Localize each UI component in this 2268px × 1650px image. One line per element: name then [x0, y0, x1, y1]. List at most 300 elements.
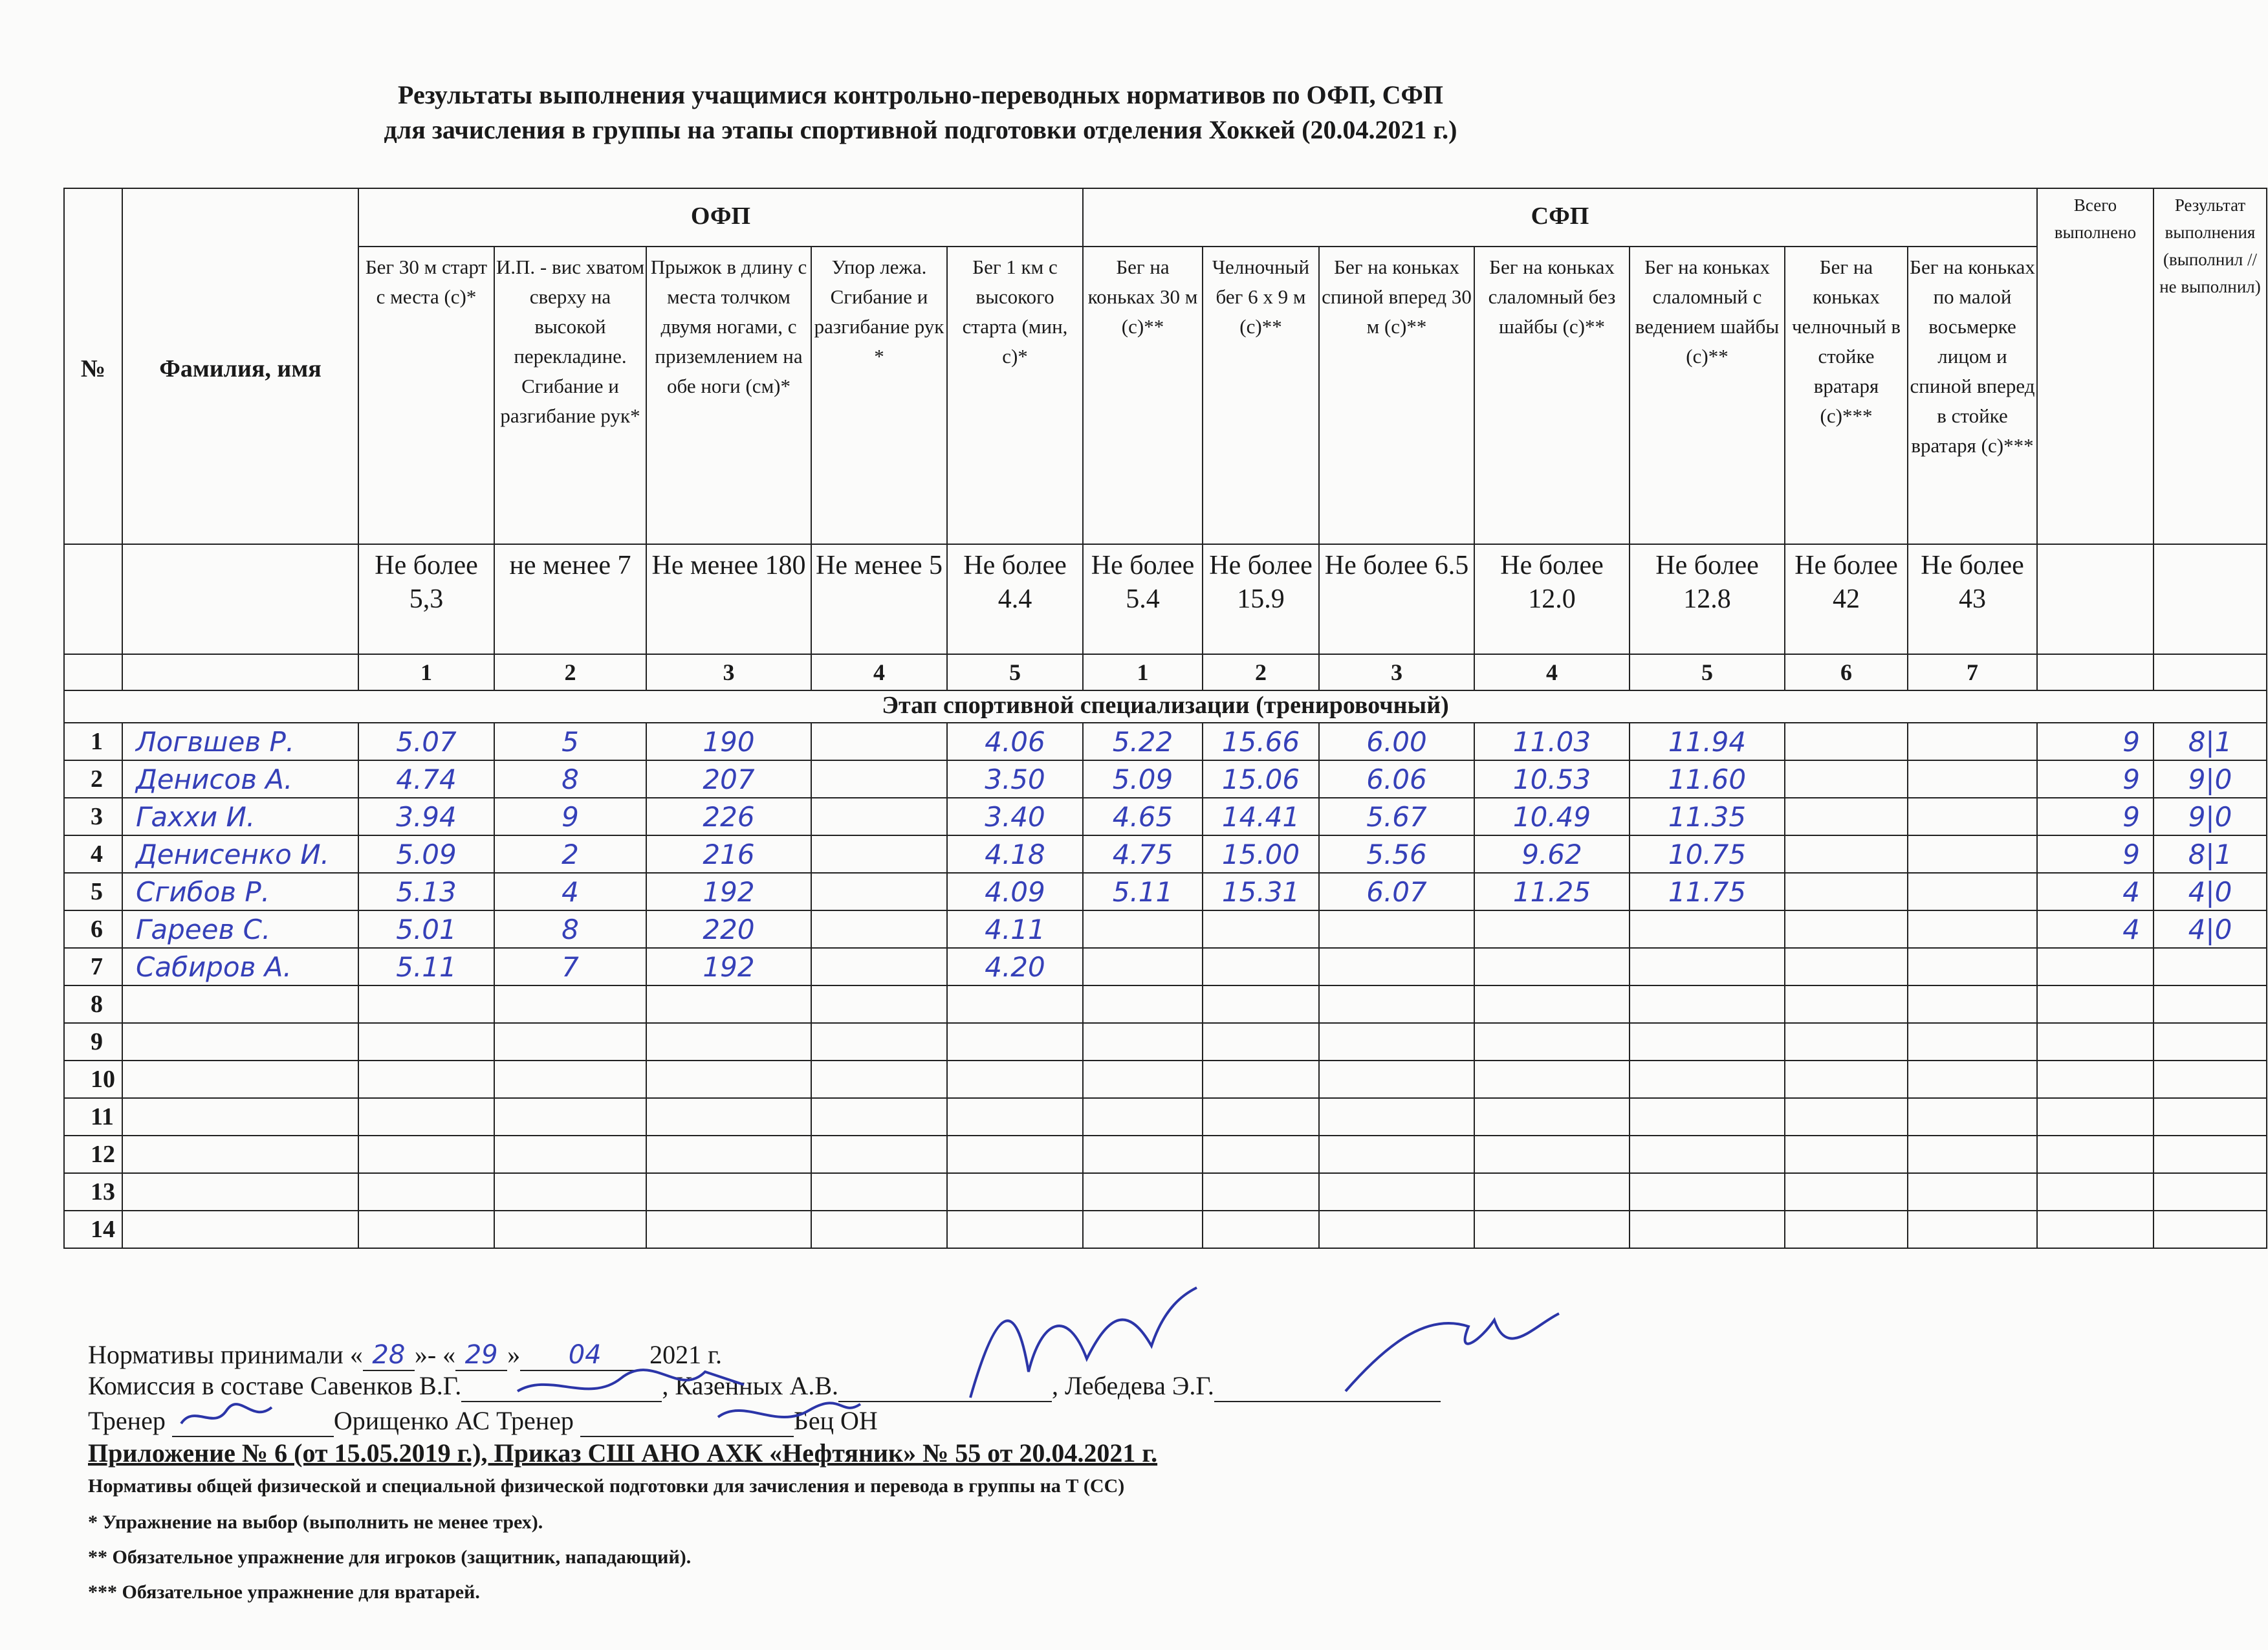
- result-value: [2154, 1023, 2267, 1061]
- sfp-result-1: [1083, 1211, 1203, 1248]
- sfp-result-3: [1319, 1023, 1474, 1061]
- student-name: Сгибов Р.: [122, 873, 358, 910]
- ofp-result-4: [811, 985, 947, 1023]
- ofp-result-4: [811, 1098, 947, 1136]
- idx-blank: [2037, 654, 2154, 690]
- ofp-result-1: [358, 1098, 494, 1136]
- ofp-result-2: [494, 1061, 646, 1098]
- sfp-result-4: 11.25: [1474, 873, 1630, 910]
- ofp-test-5: Бег 1 км с высокого старта (мин, с)*: [947, 247, 1083, 544]
- table-row: [64, 1211, 2267, 1248]
- ofp-result-1: 5.11: [358, 948, 494, 985]
- ofp-result-2: [494, 1023, 646, 1061]
- sfp-result-3: [1319, 985, 1474, 1023]
- ofp-result-5: 4.09: [947, 873, 1083, 910]
- ofp-result-1: [358, 1061, 494, 1098]
- sfp-result-3: [1319, 1098, 1474, 1136]
- ofp-norm-3: Не менее 180: [646, 544, 811, 654]
- sfp-result-6: [1785, 1211, 1908, 1248]
- student-name: [122, 1136, 358, 1173]
- total-done: 4: [2037, 873, 2154, 910]
- sfp-result-1: 4.75: [1083, 835, 1203, 873]
- ofp-test-2: И.П. - вис хватом сверху на высокой перекладине. Сгибание и разгибание рук*: [494, 247, 646, 544]
- sfp-result-7: [1908, 835, 2037, 873]
- ofp-result-2: [494, 1173, 646, 1211]
- sfp-result-2: 15.06: [1203, 760, 1319, 798]
- ofp-result-4: [811, 1023, 947, 1061]
- total-done: [2037, 1061, 2154, 1098]
- ofp-result-1: 4.74: [358, 760, 494, 798]
- ofp-index-1: 1: [358, 654, 494, 690]
- sfp-result-4: [1474, 1098, 1630, 1136]
- sfp-index-2: 2: [1203, 654, 1319, 690]
- sfp-result-6: [1785, 723, 1908, 760]
- student-name: Гаххи И.: [122, 798, 358, 835]
- appendix-line: Приложение № 6 (от 15.05.2019 г.), Приказ СШ АНО АХК «Нефтяник» № 55 от 20.04.2021 г.: [88, 1438, 1158, 1468]
- sfp-result-5: [1630, 1136, 1785, 1173]
- ofp-result-1: [358, 1023, 494, 1061]
- sfp-result-2: [1203, 1173, 1319, 1211]
- sfp-result-1: 4.65: [1083, 798, 1203, 835]
- sfp-norm-6: Не более 42: [1785, 544, 1908, 654]
- sfp-result-3: 5.56: [1319, 835, 1474, 873]
- sfp-result-1: 5.22: [1083, 723, 1203, 760]
- ofp-test-4: Упор лежа. Сгибание и разгибание рук *: [811, 247, 947, 544]
- sfp-result-5: 11.75: [1630, 873, 1785, 910]
- student-name: Денисов А.: [122, 760, 358, 798]
- sfp-result-1: [1083, 1098, 1203, 1136]
- ofp-result-3: [646, 985, 811, 1023]
- result-value: [2154, 985, 2267, 1023]
- ofp-result-5: [947, 1098, 1083, 1136]
- sfp-result-1: 5.11: [1083, 873, 1203, 910]
- sfp-result-4: [1474, 1211, 1630, 1248]
- sfp-result-2: 15.00: [1203, 835, 1319, 873]
- total-done: [2037, 985, 2154, 1023]
- sfp-result-3: [1319, 948, 1474, 985]
- row-number: 3: [64, 798, 122, 835]
- sfp-result-5: [1630, 1211, 1785, 1248]
- sfp-result-3: [1319, 1173, 1474, 1211]
- row-number: 13: [64, 1173, 122, 1211]
- sfp-result-5: [1630, 1023, 1785, 1061]
- sfp-result-7: [1908, 1023, 2037, 1061]
- ofp-result-4: [811, 1136, 947, 1173]
- sfp-result-1: [1083, 1136, 1203, 1173]
- row-number: 5: [64, 873, 122, 910]
- table-row: [64, 1061, 2267, 1098]
- sfp-result-7: [1908, 948, 2037, 985]
- ofp-result-3: [646, 1211, 811, 1248]
- sfp-result-6: [1785, 1023, 1908, 1061]
- sfp-result-5: [1630, 910, 1785, 948]
- row-number: 11: [64, 1098, 122, 1136]
- idx-blank: [122, 654, 358, 690]
- sfp-norm-3: Не более 6.5: [1319, 544, 1474, 654]
- ofp-result-3: 192: [646, 948, 811, 985]
- sfp-result-4: 10.49: [1474, 798, 1630, 835]
- sfp-result-2: [1203, 1211, 1319, 1248]
- ofp-index-5: 5: [947, 654, 1083, 690]
- note-2: * Упражнение на выбор (выполнить не менее трех).: [88, 1512, 543, 1533]
- total-done: 9: [2037, 835, 2154, 873]
- ofp-result-3: 226: [646, 798, 811, 835]
- note-3: ** Обязательное упражнение для игроков (защитник, нападающий).: [88, 1546, 692, 1568]
- ofp-index-2: 2: [494, 654, 646, 690]
- sfp-result-5: [1630, 1173, 1785, 1211]
- sfp-test-3: Бег на коньках спиной вперед 30 м (с)**: [1319, 247, 1474, 544]
- row-number: 10: [64, 1061, 122, 1098]
- sfp-result-4: [1474, 910, 1630, 948]
- ofp-test-3: Прыжок в длину с места толчком двумя ногами, с приземлением на обе ноги (см)*: [646, 247, 811, 544]
- sfp-result-6: [1785, 798, 1908, 835]
- sfp-result-3: [1319, 1211, 1474, 1248]
- result-value: [2154, 1173, 2267, 1211]
- col-name-header: Фамилия, имя: [122, 188, 358, 544]
- student-name: Логвшев Р.: [122, 723, 358, 760]
- ofp-result-3: [646, 1061, 811, 1098]
- ofp-result-5: 4.18: [947, 835, 1083, 873]
- result-value: [2154, 1061, 2267, 1098]
- ofp-result-4: [811, 723, 947, 760]
- sfp-result-2: [1203, 1061, 1319, 1098]
- sfp-result-1: [1083, 1061, 1203, 1098]
- table-row: [64, 1173, 2267, 1211]
- ofp-norm-1: Не более 5,3: [358, 544, 494, 654]
- table-row: [64, 873, 2267, 910]
- ofp-result-5: 4.11: [947, 910, 1083, 948]
- result-value: [2154, 948, 2267, 985]
- table-row: [64, 910, 2267, 948]
- result-value: 8|1: [2154, 723, 2267, 760]
- student-name: [122, 1211, 358, 1248]
- row-number: 8: [64, 985, 122, 1023]
- sfp-result-2: 15.66: [1203, 723, 1319, 760]
- sfp-result-4: [1474, 1023, 1630, 1061]
- signature-coach2: [712, 1391, 867, 1436]
- ofp-index-3: 3: [646, 654, 811, 690]
- norm-blank: [122, 544, 358, 654]
- sfp-result-6: [1785, 760, 1908, 798]
- ofp-result-1: 3.94: [358, 798, 494, 835]
- ofp-result-2: 8: [494, 760, 646, 798]
- sfp-result-2: [1203, 1098, 1319, 1136]
- result-value: [2154, 1098, 2267, 1136]
- sfp-norm-2: Не более 15.9: [1203, 544, 1319, 654]
- sfp-result-7: [1908, 1061, 2037, 1098]
- ofp-result-2: 2: [494, 835, 646, 873]
- ofp-result-4: [811, 798, 947, 835]
- sfp-result-5: 11.35: [1630, 798, 1785, 835]
- ofp-norm-4: Не менее 5: [811, 544, 947, 654]
- total-done: [2037, 1211, 2154, 1248]
- ofp-result-5: 3.40: [947, 798, 1083, 835]
- sfp-result-2: [1203, 910, 1319, 948]
- sfp-index-7: 7: [1908, 654, 2037, 690]
- ofp-result-2: [494, 1098, 646, 1136]
- stage-title: Этап спортивной специализации (тренировочный): [64, 690, 2267, 723]
- sfp-test-2: Челночный бег 6 х 9 м (с)**: [1203, 247, 1319, 544]
- ofp-result-4: [811, 948, 947, 985]
- row-number: 1: [64, 723, 122, 760]
- ofp-result-3: [646, 1136, 811, 1173]
- ofp-result-3: 216: [646, 835, 811, 873]
- sfp-result-6: [1785, 835, 1908, 873]
- total-done: [2037, 1023, 2154, 1061]
- sfp-result-7: [1908, 985, 2037, 1023]
- ofp-result-1: [358, 1211, 494, 1248]
- ofp-norm-2: не менее 7: [494, 544, 646, 654]
- norm-blank: [64, 544, 122, 654]
- row-number: 14: [64, 1211, 122, 1248]
- col-num-header: №: [64, 188, 122, 544]
- sfp-result-1: [1083, 985, 1203, 1023]
- ofp-result-4: [811, 1211, 947, 1248]
- student-name: Сабиров А.: [122, 948, 358, 985]
- ofp-result-3: [646, 1173, 811, 1211]
- ofp-result-3: 220: [646, 910, 811, 948]
- results-table: [63, 188, 2267, 1249]
- ofp-result-4: [811, 1061, 947, 1098]
- sfp-result-4: [1474, 1173, 1630, 1211]
- result-header: Результат выполнения (выполнил // не выполнил): [2154, 188, 2267, 544]
- norm-blank: [2154, 544, 2267, 654]
- ofp-result-2: [494, 985, 646, 1023]
- sfp-result-7: [1908, 1211, 2037, 1248]
- ofp-result-3: 190: [646, 723, 811, 760]
- ofp-result-1: 5.07: [358, 723, 494, 760]
- sfp-result-1: [1083, 1023, 1203, 1061]
- table-row: [64, 760, 2267, 798]
- sfp-result-3: [1319, 1136, 1474, 1173]
- student-name: [122, 1061, 358, 1098]
- sfp-result-4: [1474, 1061, 1630, 1098]
- row-number: 2: [64, 760, 122, 798]
- total-done: [2037, 1173, 2154, 1211]
- sfp-result-5: [1630, 1098, 1785, 1136]
- sfp-result-2: [1203, 1023, 1319, 1061]
- sfp-result-6: [1785, 1173, 1908, 1211]
- sfp-result-4: [1474, 1136, 1630, 1173]
- total-done: [2037, 1098, 2154, 1136]
- total-done: [2037, 948, 2154, 985]
- sfp-result-2: 15.31: [1203, 873, 1319, 910]
- ofp-result-5: 4.06: [947, 723, 1083, 760]
- sfp-norm-4: Не более 12.0: [1474, 544, 1630, 654]
- sfp-result-1: [1083, 1173, 1203, 1211]
- result-value: 9|0: [2154, 798, 2267, 835]
- ofp-result-2: 9: [494, 798, 646, 835]
- ofp-result-3: 207: [646, 760, 811, 798]
- sfp-result-4: 10.53: [1474, 760, 1630, 798]
- sfp-result-3: [1319, 1061, 1474, 1098]
- ofp-result-1: [358, 1173, 494, 1211]
- total-done: 4: [2037, 910, 2154, 948]
- total-done: 9: [2037, 760, 2154, 798]
- ofp-result-1: [358, 985, 494, 1023]
- sfp-result-6: [1785, 910, 1908, 948]
- result-value: 9|0: [2154, 760, 2267, 798]
- note-4: *** Обязательное упражнение для вратарей.: [88, 1581, 480, 1603]
- sfp-index-5: 5: [1630, 654, 1785, 690]
- sfp-result-6: [1785, 985, 1908, 1023]
- sfp-result-7: [1908, 723, 2037, 760]
- month: 04: [520, 1340, 649, 1371]
- ofp-result-5: [947, 1061, 1083, 1098]
- table-row: [64, 1023, 2267, 1061]
- ofp-result-5: 3.50: [947, 760, 1083, 798]
- sfp-result-4: 9.62: [1474, 835, 1630, 873]
- total-done: [2037, 1136, 2154, 1173]
- sfp-index-3: 3: [1319, 654, 1474, 690]
- total-done: 9: [2037, 723, 2154, 760]
- signature-kazennykh: [957, 1281, 1203, 1411]
- sfp-result-3: 6.00: [1319, 723, 1474, 760]
- sfp-result-1: [1083, 948, 1203, 985]
- ofp-result-5: 4.20: [947, 948, 1083, 985]
- ofp-result-2: 4: [494, 873, 646, 910]
- sfp-result-5: [1630, 985, 1785, 1023]
- idx-blank: [2154, 654, 2267, 690]
- sfp-result-5: 11.60: [1630, 760, 1785, 798]
- sfp-result-6: [1785, 1136, 1908, 1173]
- ofp-test-1: Бег 30 м старт с места (с)*: [358, 247, 494, 544]
- ofp-norm-5: Не более 4.4: [947, 544, 1083, 654]
- sfp-result-3: 6.06: [1319, 760, 1474, 798]
- student-name: Денисенко И.: [122, 835, 358, 873]
- ofp-result-2: 5: [494, 723, 646, 760]
- sfp-result-6: [1785, 948, 1908, 985]
- sfp-result-2: 14.41: [1203, 798, 1319, 835]
- student-name: [122, 1098, 358, 1136]
- row-number: 7: [64, 948, 122, 985]
- student-name: [122, 1173, 358, 1211]
- note-1: Нормативы общей физической и специальной физической подготовки для зачисления и перевода в группы на Т (СС): [88, 1475, 1125, 1497]
- ofp-result-4: [811, 1173, 947, 1211]
- sfp-result-5: [1630, 948, 1785, 985]
- table-row: [64, 1098, 2267, 1136]
- ofp-result-3: [646, 1023, 811, 1061]
- sfp-test-6: Бег на коньках челночный в стойке вратаря (с)***: [1785, 247, 1908, 544]
- ofp-result-1: 5.13: [358, 873, 494, 910]
- table-row: [64, 948, 2267, 985]
- sfp-test-5: Бег на коньках слаломный с ведением шайбы (с)**: [1630, 247, 1785, 544]
- ofp-result-3: 192: [646, 873, 811, 910]
- ofp-result-5: [947, 1211, 1083, 1248]
- sfp-index-4: 4: [1474, 654, 1630, 690]
- document-title-line2: для зачисления в группы на этапы спортивной подготовки отделения Хоккей (20.04.2021 г.): [384, 115, 1457, 144]
- sfp-result-7: [1908, 760, 2037, 798]
- ofp-result-1: 5.01: [358, 910, 494, 948]
- sfp-result-7: [1908, 910, 2037, 948]
- ofp-result-4: [811, 760, 947, 798]
- ofp-result-1: [358, 1136, 494, 1173]
- sfp-result-3: [1319, 910, 1474, 948]
- ofp-result-5: [947, 1023, 1083, 1061]
- sfp-result-5: [1630, 1061, 1785, 1098]
- sfp-test-4: Бег на коньках слаломный без шайбы (с)**: [1474, 247, 1630, 544]
- table-row: [64, 985, 2267, 1023]
- ofp-result-4: [811, 873, 947, 910]
- sfp-result-4: [1474, 948, 1630, 985]
- result-value: 4|0: [2154, 910, 2267, 948]
- sfp-result-7: [1908, 798, 2037, 835]
- sfp-result-5: 11.94: [1630, 723, 1785, 760]
- sfp-result-5: 10.75: [1630, 835, 1785, 873]
- sfp-result-6: [1785, 873, 1908, 910]
- document-title-line1: Результаты выполнения учащимися контрольно-переводных нормативов по ОФП, СФП: [398, 80, 1443, 109]
- table-row: [64, 723, 2267, 760]
- commission-line: Комиссия в составе Савенков В.Г. , Казенных А.В. , Лебедева Э.Г.: [88, 1370, 1441, 1402]
- ofp-result-4: [811, 835, 947, 873]
- sfp-test-7: Бег на коньках по малой восьмерке лицом и спиной вперед в стойке вратаря (с)***: [1908, 247, 2037, 544]
- sfp-norm-5: Не более 12.8: [1630, 544, 1785, 654]
- sfp-result-6: [1785, 1061, 1908, 1098]
- result-value: 8|1: [2154, 835, 2267, 873]
- sfp-result-1: [1083, 910, 1203, 948]
- sfp-norm-1: Не более 5.4: [1083, 544, 1203, 654]
- ofp-result-5: [947, 985, 1083, 1023]
- row-number: 6: [64, 910, 122, 948]
- sfp-result-3: 5.67: [1319, 798, 1474, 835]
- row-number: 4: [64, 835, 122, 873]
- sfp-result-2: [1203, 1136, 1319, 1173]
- sfp-index-6: 6: [1785, 654, 1908, 690]
- sfp-test-1: Бег на коньках 30 м (с)**: [1083, 247, 1203, 544]
- sfp-result-7: [1908, 1136, 2037, 1173]
- sfp-result-4: 11.03: [1474, 723, 1630, 760]
- coach-line: Тренер Орищенко АС Тренер Бец ОН: [88, 1405, 878, 1437]
- student-name: [122, 1023, 358, 1061]
- table-row: [64, 835, 2267, 873]
- sfp-result-7: [1908, 873, 2037, 910]
- student-name: Гареев С.: [122, 910, 358, 948]
- sfp-header: СФП: [1083, 188, 2037, 247]
- signature-lebedeva: [1339, 1301, 1572, 1404]
- table-row: [64, 798, 2267, 835]
- sfp-result-2: [1203, 948, 1319, 985]
- ofp-result-3: [646, 1098, 811, 1136]
- ofp-result-5: [947, 1136, 1083, 1173]
- ofp-result-1: 5.09: [358, 835, 494, 873]
- sfp-result-6: [1785, 1098, 1908, 1136]
- sfp-norm-7: Не более 43: [1908, 544, 2037, 654]
- sfp-result-2: [1203, 985, 1319, 1023]
- sfp-result-7: [1908, 1173, 2037, 1211]
- result-value: [2154, 1136, 2267, 1173]
- ofp-result-2: 8: [494, 910, 646, 948]
- ofp-result-4: [811, 910, 947, 948]
- day1: 28: [363, 1340, 415, 1371]
- student-name: [122, 985, 358, 1023]
- idx-blank: [64, 654, 122, 690]
- sfp-result-7: [1908, 1098, 2037, 1136]
- day2: 29: [455, 1340, 507, 1371]
- total-done: 9: [2037, 798, 2154, 835]
- row-number: 9: [64, 1023, 122, 1061]
- ofp-result-2: 7: [494, 948, 646, 985]
- ofp-index-4: 4: [811, 654, 947, 690]
- ofp-header: ОФП: [358, 188, 1083, 247]
- norm-blank: [2037, 544, 2154, 654]
- ofp-result-2: [494, 1211, 646, 1248]
- result-value: [2154, 1211, 2267, 1248]
- ofp-result-2: [494, 1136, 646, 1173]
- sfp-result-4: [1474, 985, 1630, 1023]
- total-header: Всего выполнено: [2037, 188, 2154, 544]
- ofp-result-5: [947, 1173, 1083, 1211]
- accepted-line: Нормативы принимали « 28 »- « 29 » 04 2021 г.: [88, 1340, 723, 1370]
